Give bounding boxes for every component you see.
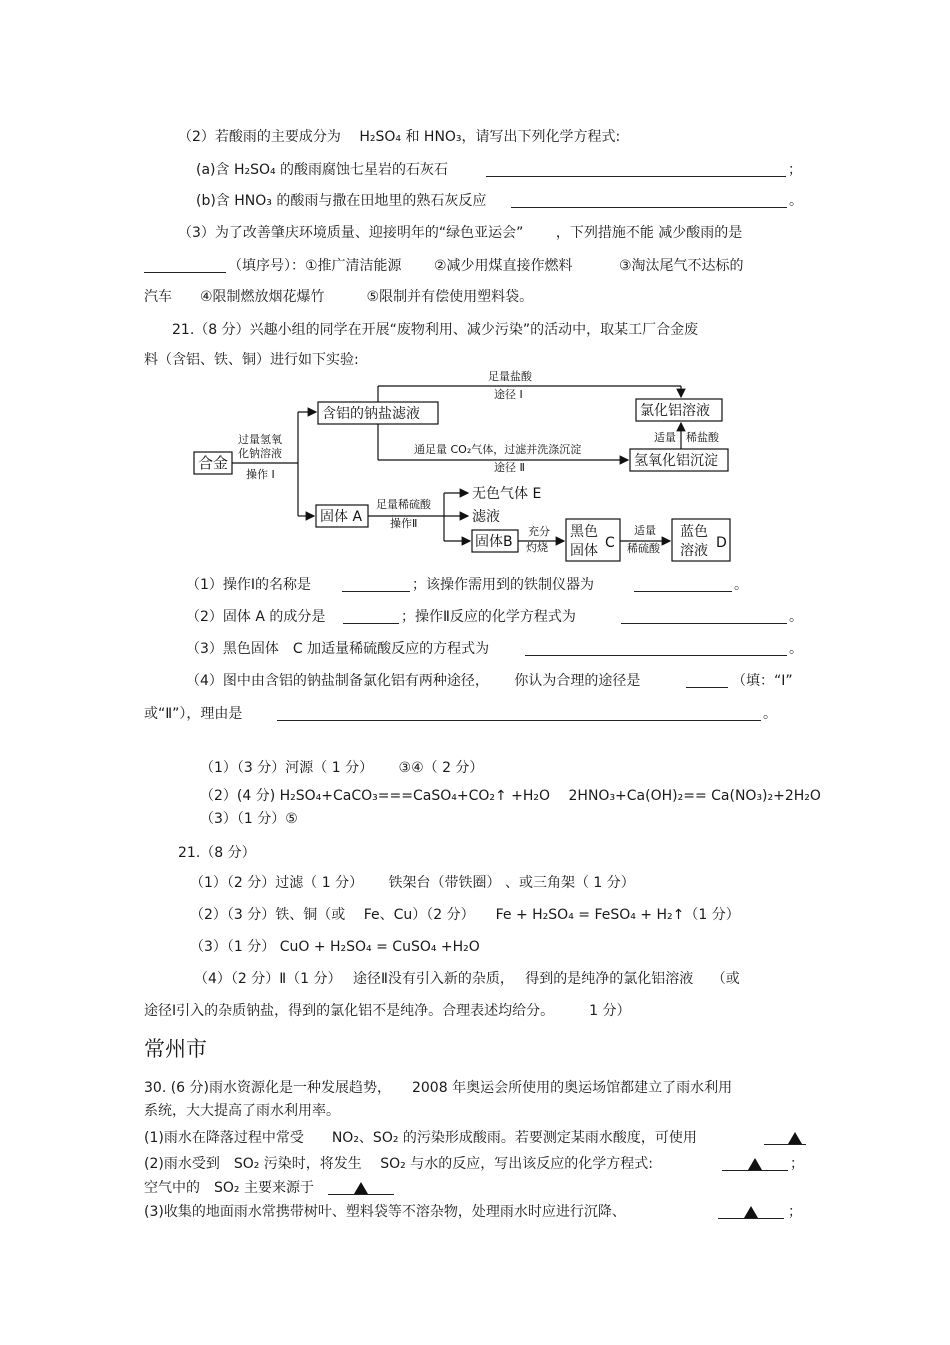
- answer20-1: （1）（3 分）河源（ 1 分） ③④（ 2 分）: [200, 760, 484, 776]
- q21-2a: （2）固体 A 的成分是: [186, 609, 326, 625]
- q21-4a: （4）图中由含铝的钠盐制备氯化铝有两种途径， 你认为合理的途径是: [186, 673, 641, 689]
- answer20-3: （3）（1 分）⑤: [200, 811, 298, 827]
- label-filtrate: 滤液: [472, 509, 500, 525]
- answer-blank[interactable]: [686, 673, 728, 688]
- label-moderate-2: 适量: [634, 524, 656, 537]
- q30-line6: (3)收集的地面雨水常携带树叶、塑料袋等不溶杂物，处理雨水时应进行沉降、: [144, 1204, 626, 1220]
- label-blue-d-1: 蓝色: [680, 524, 708, 540]
- answer-blank-triangle[interactable]: [722, 1156, 788, 1171]
- q20-part3-line2: （填序号）：①推广清洁能源 ②减少用煤直接作燃料 ③淘汰尾气不达标的: [228, 258, 744, 274]
- answer21-head: 21.（8 分）: [178, 845, 256, 861]
- label-dil-h2so4: 稀硫酸: [627, 542, 660, 555]
- q21-1a: （1）操作Ⅰ的名称是: [186, 577, 312, 593]
- label-naoh-1: 过量氢氧: [238, 433, 282, 446]
- answer-blank[interactable]: [634, 577, 732, 592]
- q30-line4: (2)雨水受到 SO₂ 污染时，将发生 SO₂ 与水的反应，写出该反应的化学方程式:: [144, 1156, 653, 1172]
- q21-intro-line1: 21.（8 分）兴趣小组的同学在开展“废物利用、减少污染”的活动中，取某工厂合金废: [172, 322, 699, 338]
- label-solid-b: 固体B: [475, 534, 513, 550]
- label-blue-d-2: 溶液: [680, 543, 708, 559]
- label-aloh3: 氢氧化铝沉淀: [634, 453, 718, 469]
- q20-part3-line3: 汽车 ④限制燃放烟花爆竹 ⑤限制并有偿使用塑料袋。: [144, 289, 534, 305]
- q20-part3-line1: （3）为了改善肇庆环境质量、迎接明年的“绿色亚运会” ，下列措施不能 减少酸雨的是: [178, 225, 743, 241]
- q30-line3: (1)雨水在降落过程中常受 NO₂、SO₂ 的污染形成酸雨。若要测定某雨水酸度，可使用: [144, 1130, 697, 1146]
- label-op1: 操作 Ⅰ: [246, 468, 275, 481]
- triangle-icon: [744, 1206, 758, 1218]
- answer21-2: （2）（3 分）铁、铜（或 Fe、Cu）（2 分） Fe + H₂SO₄ = FeSO₄ + H₂↑（1 分）: [190, 907, 740, 923]
- answer21-3: （3）（1 分） CuO + H₂SO₄ = CuSO₄ +H₂O: [190, 939, 480, 955]
- label-al-filtrate: 含铝的钠盐滤液: [322, 406, 420, 422]
- label-co2-note: 通足量 CO₂气体，过滤并洗涤沉淀: [414, 443, 582, 456]
- punct-semicolon: ；: [788, 1204, 802, 1220]
- label-moderate: 适量: [654, 431, 676, 444]
- q21-1b: ；该操作需用到的铁制仪器为: [412, 577, 594, 593]
- answer20-2: （2）(4 分) H₂SO₄+CaCO₃===CaSO₄+CO₂↑ +H₂O 2HNO₃+Ca(OH)₂== Ca(NO₃)₂+2H₂O: [200, 788, 821, 804]
- label-naoh-2: 化钠溶液: [238, 447, 282, 460]
- label-gas-e: 无色气体 E: [472, 486, 542, 502]
- label-op2: 操作Ⅱ: [390, 517, 418, 530]
- answer-blank-triangle[interactable]: [328, 1180, 394, 1195]
- answer-blank[interactable]: [277, 706, 761, 721]
- label-alloy: 合金: [198, 454, 229, 472]
- label-h2so4-excess: 足量稀硫酸: [376, 498, 431, 511]
- answer21-1: （1）（2 分）过滤（ 1 分） 铁架台（带铁圈） 、或三角架（ 1 分）: [190, 875, 635, 891]
- answer-blank[interactable]: [342, 577, 410, 592]
- triangle-icon: [788, 1132, 802, 1144]
- q20-part2b: (b)含 HNO₃ 的酸雨与撒在田地里的熟石灰反应: [196, 193, 487, 209]
- label-hcl-excess: 足量盐酸: [488, 370, 532, 383]
- label-black-c-1: 黑色: [570, 524, 598, 540]
- q30-line2: 系统，大大提高了雨水利用率。: [144, 1103, 340, 1119]
- q21-4c: 或“Ⅱ”），理由是: [144, 706, 243, 722]
- punct-period: 。: [789, 193, 803, 209]
- label-dil-hcl: 稀盐酸: [686, 431, 719, 444]
- q21-3: （3）黑色固体 C 加适量稀硫酸反应的方程式为: [186, 641, 490, 657]
- label-black-c-3: C: [605, 535, 615, 551]
- label-burn-1: 充分: [528, 525, 550, 538]
- answer-blank-triangle[interactable]: [764, 1130, 806, 1145]
- q30-line5: 空气中的 SO₂ 主要来源于: [144, 1180, 314, 1196]
- answer21-4-line1: （4）（2 分）Ⅱ（1 分） 途径Ⅱ没有引入新的杂质， 得到的是纯净的氯化铝溶液 （或: [194, 971, 740, 987]
- answer21-4-line2: 途径Ⅰ引入的杂质钠盐，得到的氯化铝不是纯净。合理表述均给分。 1 分）: [144, 1003, 631, 1019]
- label-solid-a: 固体 A: [320, 509, 363, 525]
- label-burn-2: 灼烧: [526, 541, 548, 554]
- q21-4b: （填：“Ⅰ”: [732, 673, 793, 689]
- label-blue-d-3: D: [716, 535, 727, 551]
- label-route1: 途径 Ⅰ: [494, 388, 523, 401]
- label-black-c-2: 固体: [570, 543, 598, 559]
- punct-period: 。: [763, 706, 777, 722]
- punct-period: 。: [789, 641, 803, 657]
- answer-blank-triangle[interactable]: [718, 1204, 784, 1219]
- q21-2b: ；操作Ⅱ反应的化学方程式为: [401, 609, 576, 625]
- triangle-icon: [748, 1158, 762, 1170]
- q30-line1: 30. (6 分)雨水资源化是一种发展趋势， 2008 年奥运会所使用的奥运场馆都建立了雨水利用: [144, 1080, 733, 1096]
- punct-period: 。: [734, 577, 748, 593]
- triangle-icon: [354, 1182, 368, 1194]
- label-route2: 途径 Ⅱ: [494, 461, 525, 474]
- answer-blank[interactable]: [343, 609, 399, 624]
- city-heading: 常州市: [144, 1037, 207, 1061]
- label-alcl3: 氯化铝溶液: [640, 403, 710, 419]
- punct-semicolon: ；: [788, 162, 802, 178]
- punct-semicolon: ；: [790, 1156, 804, 1172]
- punct-period: 。: [789, 609, 803, 625]
- experiment-flow-diagram: [0, 0, 950, 570]
- answer-blank[interactable]: [621, 609, 787, 624]
- answer-blank[interactable]: [525, 641, 787, 656]
- q21-intro-line2: 料（含铝、铁、铜）进行如下实验:: [144, 352, 359, 368]
- q20-part2-intro: （2）若酸雨的主要成分为 H₂SO₄ 和 HNO₃，请写出下列化学方程式:: [178, 129, 621, 145]
- q20-part2a: (a)含 H₂SO₄ 的酸雨腐蚀七星岩的石灰石: [196, 162, 449, 178]
